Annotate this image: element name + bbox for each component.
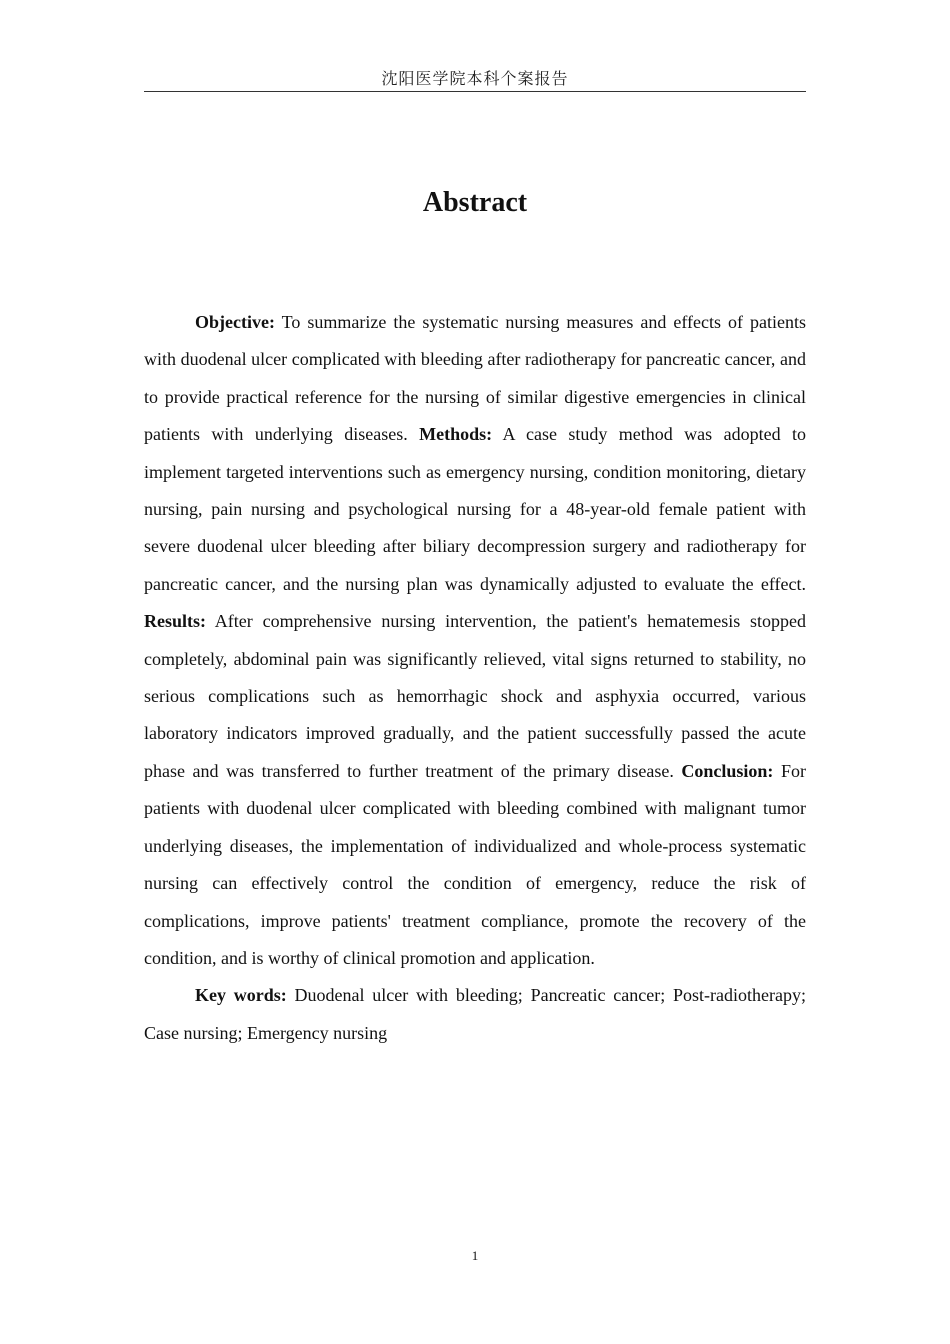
- page-number: 1: [471, 1248, 479, 1263]
- keywords-paragraph: [144, 977, 806, 1052]
- methods-text: A case study method was adopted to implement targeted interventions such as emergency nursing, condition monitoring, dietary nursing, pain nursing and psychological nursing for a 48-year-old female patient with severe duodenal ulcer bleeding after biliary decompression surgery and radiotherapy for pancreatic cancer, and the nursing plan was dynamically adjusted to evaluate the effect.: [144, 424, 806, 594]
- page-title: Abstract: [422, 187, 528, 218]
- keywords-text: Duodenal ulcer with bleeding; Pancreatic cancer; Post-radiotherapy; Case nursing; Emergency nursing: [144, 985, 806, 1043]
- abstract-paragraph: [144, 304, 806, 977]
- objective-text: To summarize the systematic nursing measures and effects of patients with duodenal ulcer complicated with bleeding after radiotherapy for pancreatic cancer, and to provide practical reference for the nursing of similar digestive emergencies in clinical patients with underlying diseases.: [144, 312, 806, 445]
- header-divider: [144, 91, 806, 92]
- objective-label: Objective:: [195, 312, 275, 332]
- conclusion-label: Conclusion:: [681, 760, 774, 781]
- abstract-body: [144, 304, 806, 1052]
- running-header: 沈阳医学院本科个案报告: [381, 69, 569, 88]
- methods-label: Methods:: [419, 424, 493, 445]
- results-text: After comprehensive nursing intervention, the patient's hematemesis stopped completely, abdominal pain was significantly relieved, vital signs returned to stability, no serious complications such as hemorrhagic shock and asphyxia occurred, various laboratory indicators improved gradually, and the patient successfully passed the acute phase and was transferred to further treatment of the primary disease.: [144, 611, 806, 781]
- results-label: Results:: [144, 611, 206, 632]
- keywords-label: Key words:: [195, 985, 287, 1006]
- conclusion-text: For patients with duodenal ulcer complicated with bleeding combined with malignant tumor underlying diseases, the implementation of individualized and whole-process systematic nursing can effectively control the condition of emergency, reduce the risk of complications, improve patients' treatment compliance, promote the recovery of the condition, and is worthy of clinical promotion and application.: [144, 760, 806, 968]
